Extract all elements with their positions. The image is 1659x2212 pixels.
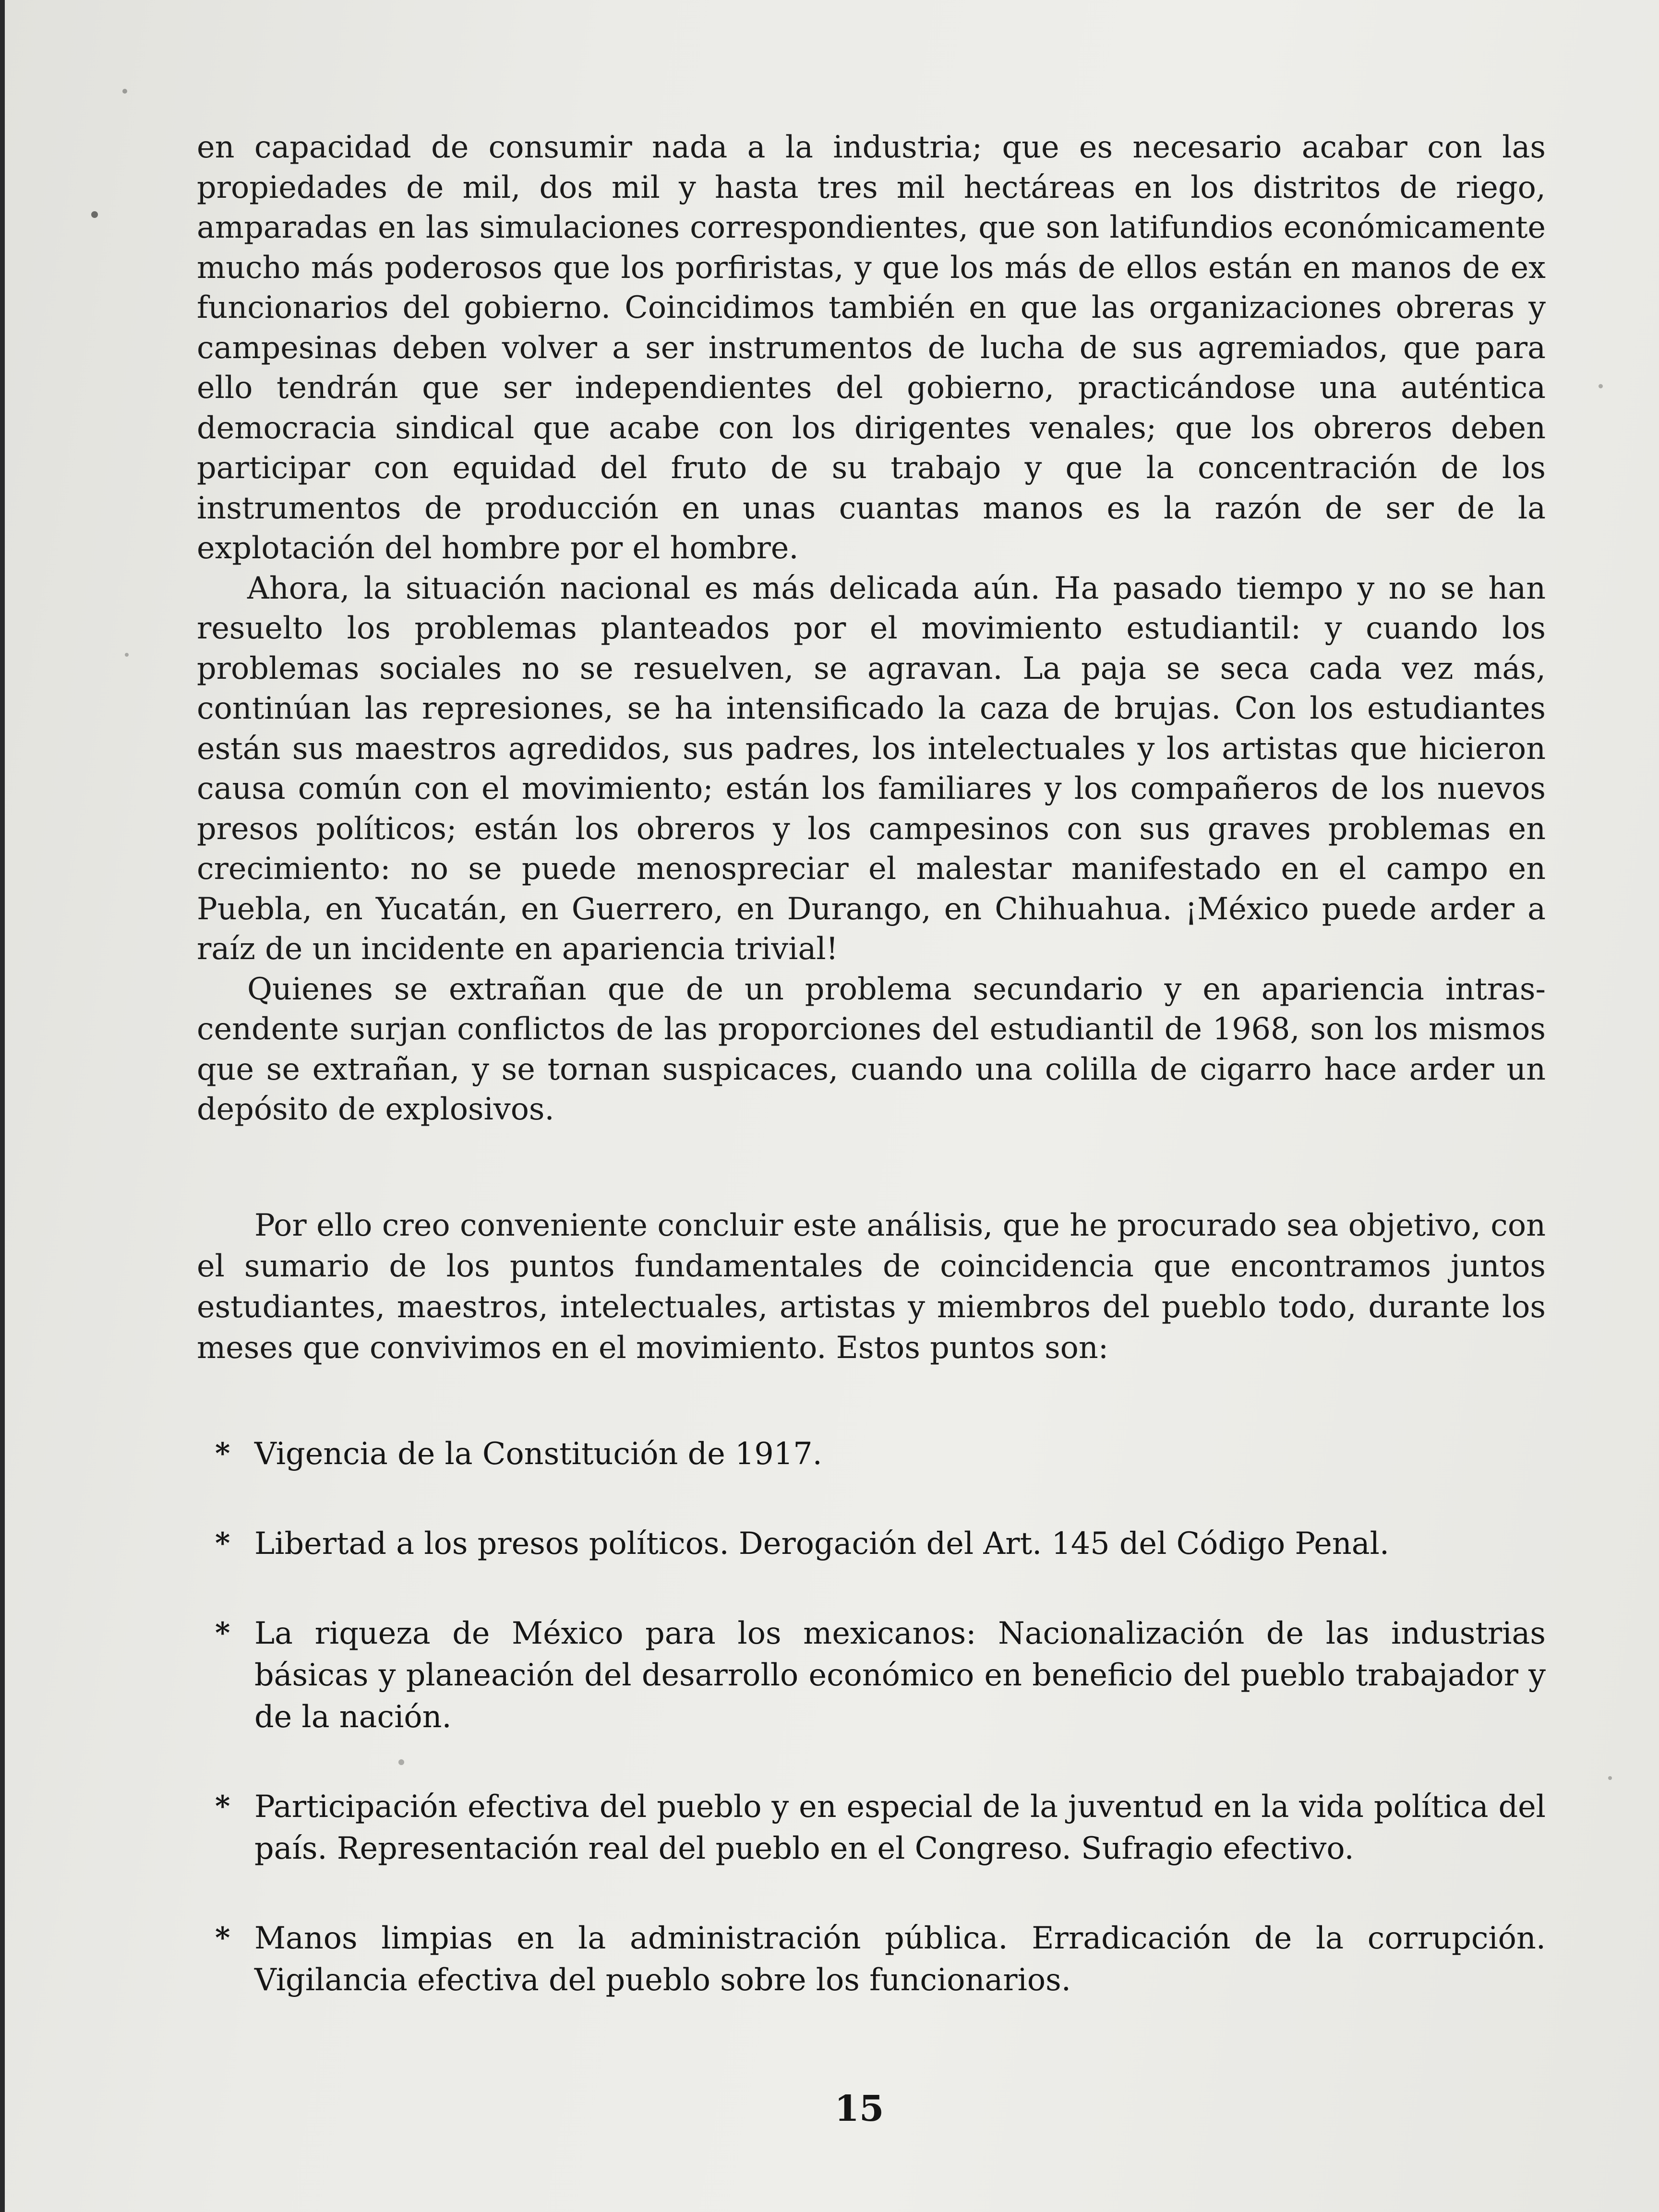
page-number: 15 — [834, 2088, 884, 2129]
summary-intro-block — [197, 1205, 1546, 1368]
asterisk-bullet-icon: * — [215, 1437, 230, 1470]
paragraph-1: en capacidad de consumir nada a la industria; que es necesario acabar con las propiedades de mil, dos mil y hasta tres mil hectáreas en los distritos de riego, amparadas en las simulaciones correspondientes, que son latifundios económicamente mucho más poderosos que los porfiristas, y que los más de ellos están en manos de ex funcionarios del gobierno. Coincidimos también en que las organizaciones obreras y campesinas deben volver a ser instrumentos de lucha de sus agremiados, que para ello tendrán que ser independientes del gobierno, practicándose una auténtica democracia sindical que acabe con los dirigentes venales; que los obreros deben participar con equidad del fruto de su trabajo y que la concentración de los instrumentos de producción en unas cuantas manos es la razón de ser de la explotación del hombre por el hombre. — [197, 129, 1546, 565]
asterisk-bullet-icon: * — [215, 1921, 230, 1955]
paragraph-3: Quienes se extrañan que de un problema secundario y en apariencia intrascendente surjan conflictos de las proporciones del estudiantil de 1968, son los mismos que se extrañan, y se tornan suspicaces, cuando una colilla de cigarro hace arder un depósito de explosivos. — [197, 971, 1546, 1127]
body-text — [197, 127, 1546, 1130]
asterisk-bullet-icon: * — [215, 1527, 230, 1560]
paper-speck — [125, 653, 129, 657]
paper-speck — [1599, 384, 1603, 388]
list-item — [215, 1523, 1546, 1564]
summary-intro-paragraph: Por ello creo conveniente concluir este análisis, que he procurado sea objetivo, con el sumario de los puntos fundamentales de coincidencia que encontramos juntos estudiantes, maestros, intelectuales, artistas y miembros del pueblo todo, durante los meses que convivimos en el movimiento. Estos puntos son: — [197, 1207, 1546, 1365]
asterisk-bullet-icon: * — [215, 1616, 230, 1650]
list-item-text: Vigencia de la Constitución de 1917. — [254, 1436, 822, 1471]
asterisk-bullet-icon: * — [215, 1790, 230, 1823]
list-item-text: Participación efectiva del pueblo y en especial de la juventud en la vida política del país. Representación real del pueblo en el Congreso. Sufragio efectivo. — [254, 1789, 1546, 1866]
paper-speck — [1608, 1776, 1612, 1780]
list-item-text: Manos limpias en la administración pública. Erradicación de la corrupción. Vigilancia efectiva del pueblo sobre los funcionarios. — [254, 1920, 1546, 1997]
book-page — [5, 0, 1659, 2212]
list-item — [215, 1433, 1546, 1475]
paper-speck — [91, 211, 98, 218]
paper-speck — [398, 1759, 404, 1765]
list-item — [215, 1612, 1546, 1738]
paper-speck — [122, 89, 127, 94]
list-item-text: Libertad a los presos políticos. Derogación del Art. 145 del Código Penal. — [254, 1526, 1390, 1561]
list-item — [215, 1917, 1546, 2001]
list-item-text: La riqueza de México para los mexicanos: Nacionalización de las industrias básicas y planeación del desarrollo económico en beneficio del pueblo trabajador y de la nación. — [254, 1615, 1546, 1734]
list-item — [215, 1786, 1546, 1869]
points-list — [215, 1433, 1546, 2001]
paragraph-2: Ahora, la situación nacional es más delicada aún. Ha pasado tiempo y no se han resuelto los problemas planteados por el movimiento estudiantil: y cuando los problemas sociales no se resuelven, se agravan. La paja se seca cada vez más, continúan las represiones, se ha intensificado la caza de brujas. Con los estudiantes están sus maestros agredidos, sus padres, los intelectuales y los artistas que hicieron causa común con el movimiento; están los familiares y los compañeros de los nuevos presos políticos; están los obreros y los campesinos con sus graves problemas en crecimiento: no se puede menospreciar el malestar manifestado en el campo en Puebla, en Yucatán, en Guerrero, en Durango, en Chihuahua. ¡México puede arder a raíz de un incidente en apariencia trivial! — [197, 570, 1546, 966]
